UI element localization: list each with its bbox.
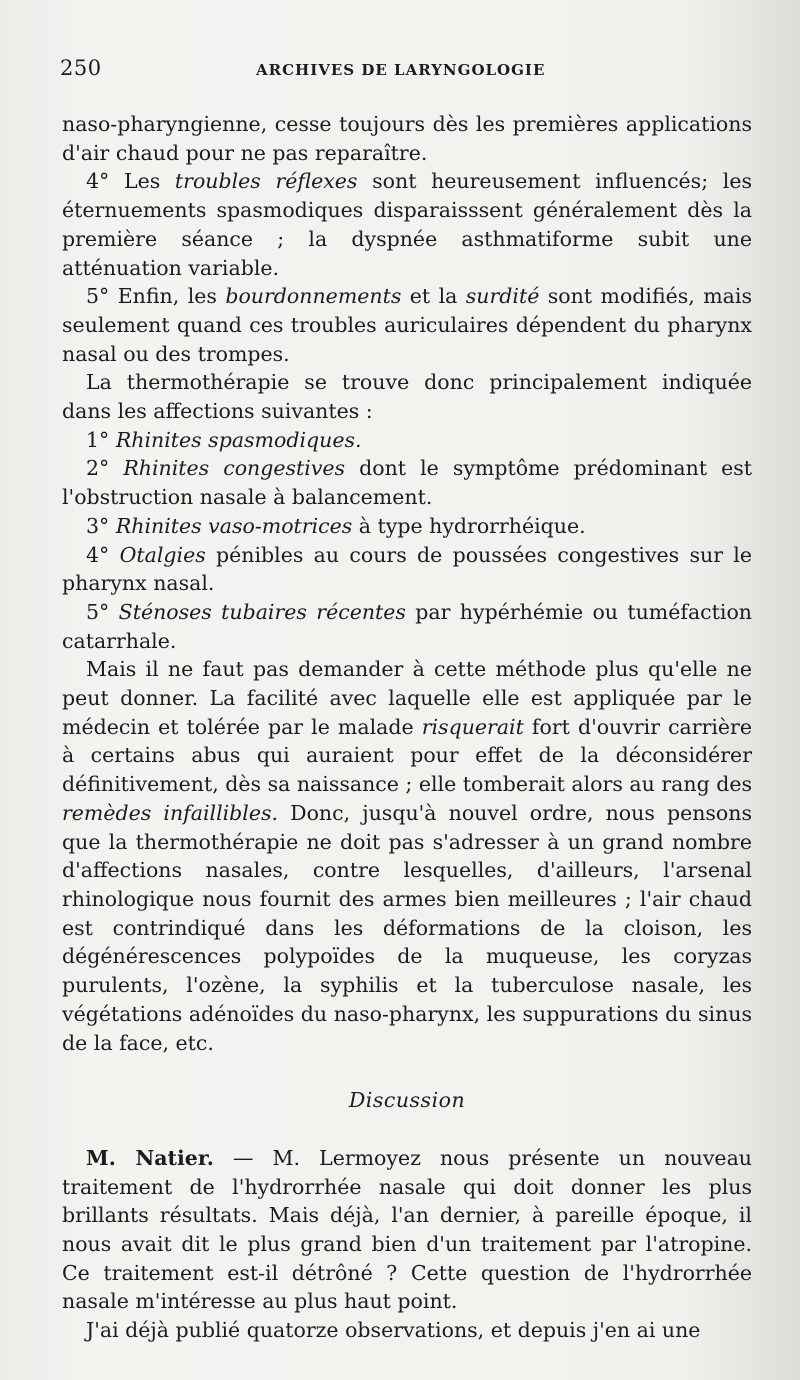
paragraph-indications: La thermothérapie se trouve donc principalement indiquée dans les affections suivantes : — [62, 370, 752, 424]
paragraph-limitations: Mais il ne faut pas demander à cette méthode plus qu'elle ne peut donner. La facilité avec laquelle elle est appliquée par le médecin et tolérée par le malade risquerait fort d'ouvrir carrière à certains abus qui auraient pour effet de la déconsidérer définitivement, dès sa naissance ; elle tomberait alors au rang des remèdes infaillibles. Donc, jusqu'à nouvel ordre, nous pensons que la thermothérapie ne doit pas s'adresser à un grand nombre d'affections nasales, contre lesquelles, d'ailleurs, l'arsenal rhinologique nous fournit des armes bien meilleures ; l'air chaud est contrindiqué dans les déformations de la cloison, les dégénérescences polypoïdes de la muqueuse, les coryzas purulents, l'ozène, la syphilis et la tuberculose nasale, les végétations adénoïdes du naso-pharynx, les suppurations du sinus de la face, etc. — [62, 657, 753, 1055]
running-head: ARCHIVES DE LARYNGOLOGIE — [256, 61, 546, 79]
paragraph-observations: J'ai déjà publié quatorze observations, et depuis j'en ai une — [86, 1318, 701, 1343]
paragraph-hearing: 5° Enfin, les bourdonnements et la surdité sont modifiés, mais seulement quand ces troubles auriculaires dépendent du pharynx nasal ou des trompes. — [62, 284, 752, 366]
list-item: 1° Rhinites spasmodiques. — [86, 427, 362, 452]
page-number: 250 — [60, 56, 102, 80]
list-item: 5° Sténoses tubaires récentes par hypérhémie ou tuméfaction catarrhale. — [62, 599, 752, 653]
paragraph-natier: M. Natier. — M. Lermoyez nous présente un nouveau traitement de l'hydrorrhée nasale qui doit donner les plus brillants résultats. Mais déjà, l'an dernier, à pareille époque, il nous avait dit le plus grand bien d'un traitement par l'atropine. Ce traitement est-il détrôné ? Cette question de l'hydrorrhée nasale m'intéresse au plus haut point. — [62, 1145, 752, 1314]
page-header — [60, 56, 760, 86]
section-title: Discussion — [348, 1088, 466, 1113]
paragraph: naso-pharyngienne, cesse toujours dès les premières applications d'air chaud pour ne pas reparaître. — [62, 112, 752, 165]
list-item: 2° Rhinites congestives dont le symptôme prédominant est l'obstruction nasale à balancement. — [62, 456, 752, 510]
speaker-name: M. Natier. — [86, 1145, 214, 1170]
list-item: 4° Otalgies pénibles au cours de poussées congestives sur le pharynx nasal. — [62, 542, 752, 596]
page-body — [62, 110, 752, 1345]
paragraph-reflex-troubles: 4° Les troubles réflexes sont heureusement influencés; les éternuements spasmodiques disparaisssent généralement dès la première séance ; la dyspnée asthmatiforme subit une atténuation variable. — [62, 169, 752, 280]
list-item: 3° Rhinites vaso-motrices à type hydrorrhéique. — [86, 513, 586, 538]
